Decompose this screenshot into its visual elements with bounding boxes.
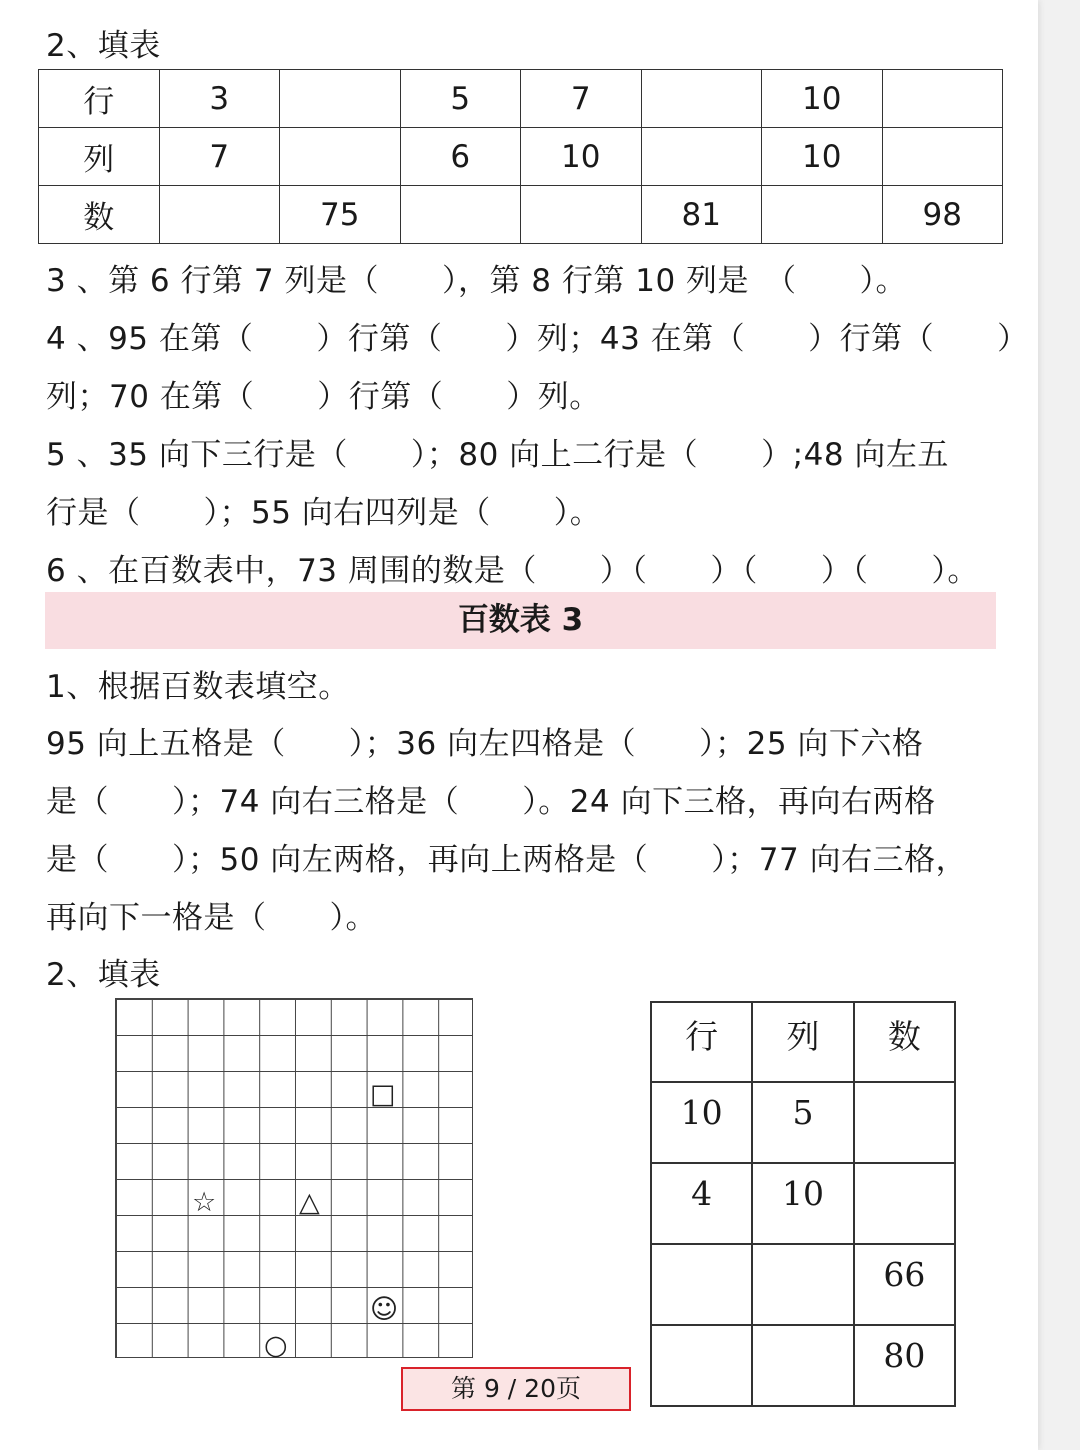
row-label: 行 <box>39 70 160 128</box>
square-symbol: □ <box>370 1079 396 1110</box>
question-4-line-1: 4 、95 在第（ ）行第（ ）列；43 在第（ ）行第（ ） <box>46 321 1029 357</box>
table-row <box>651 1163 955 1244</box>
table-cell: 10 <box>762 128 883 186</box>
table-cell: 4 <box>651 1163 752 1244</box>
table-cell <box>854 1082 955 1163</box>
fill-table-1 <box>38 69 1003 244</box>
table-cell: 66 <box>854 1244 955 1325</box>
table-row <box>39 128 1003 186</box>
column-header: 行 <box>651 1002 752 1082</box>
table-cell: 10 <box>752 1163 853 1244</box>
table-cell <box>641 70 762 128</box>
table-cell: 7 <box>521 70 642 128</box>
table-cell <box>521 186 642 244</box>
question-6: 6 、在百数表中，73 周围的数是（ ）（ ）（ ）（ ）。 <box>46 553 979 589</box>
table-cell: 80 <box>854 1325 955 1406</box>
q1-line-1: 95 向上五格是（ ）；36 向左四格是（ ）；25 向下六格 <box>46 726 924 762</box>
q1-title: 1、根据百数表填空。 <box>46 669 350 705</box>
table-row <box>651 1325 955 1406</box>
table-cell <box>752 1244 853 1325</box>
table-cell: 81 <box>641 186 762 244</box>
table-header-row <box>651 1002 955 1082</box>
table-cell: 75 <box>280 186 401 244</box>
table-cell <box>882 128 1003 186</box>
triangle-symbol: △ <box>299 1187 320 1218</box>
page-indicator: 第 9 / 20页 <box>401 1367 631 1411</box>
circle-symbol: ○ <box>264 1330 288 1361</box>
question-4-line-2: 列；70 在第（ ）行第（ ）列。 <box>46 379 601 415</box>
table-cell: 10 <box>521 128 642 186</box>
table-cell <box>762 186 883 244</box>
question-5-line-2: 行是（ ）；55 向右四列是（ ）。 <box>46 495 602 531</box>
hundred-grid <box>115 998 473 1361</box>
table-cell <box>651 1325 752 1406</box>
fill-table-2 <box>650 1001 956 1407</box>
table-row <box>39 70 1003 128</box>
q1-line-3: 是（ ）；50 向左两格，再向上两格是（ ）；77 向右三格， <box>46 842 968 878</box>
column-header: 列 <box>752 1002 853 1082</box>
question-3: 3 、第 6 行第 7 列是（ ），第 8 行第 10 列是 （ ）。 <box>46 263 908 299</box>
table-cell: 5 <box>752 1082 853 1163</box>
table-cell <box>280 128 401 186</box>
table-cell: 3 <box>159 70 280 128</box>
question-5-line-1: 5 、35 向下三行是（ ）；80 向上二行是（ ）;48 向左五 <box>46 437 949 473</box>
table-cell <box>280 70 401 128</box>
table-cell: 98 <box>882 186 1003 244</box>
table-cell <box>159 186 280 244</box>
table-cell: 7 <box>159 128 280 186</box>
table-cell: 6 <box>400 128 521 186</box>
row-label: 数 <box>39 186 160 244</box>
smiley-icon: ☺ <box>370 1294 399 1325</box>
column-header: 数 <box>854 1002 955 1082</box>
star-icon: ☆ <box>192 1187 217 1218</box>
table-cell <box>400 186 521 244</box>
table-cell: 10 <box>762 70 883 128</box>
table-cell: 10 <box>651 1082 752 1163</box>
table-cell <box>651 1244 752 1325</box>
table-cell: 5 <box>400 70 521 128</box>
q2-title: 2、填表 <box>46 957 161 993</box>
table-row <box>651 1244 955 1325</box>
table-cell <box>854 1163 955 1244</box>
section-header: 百数表 3 <box>45 592 996 649</box>
table-cell <box>641 128 762 186</box>
table-cell <box>882 70 1003 128</box>
q1-line-4: 再向下一格是（ ）。 <box>46 900 377 936</box>
section-2-title: 2、填表 <box>46 28 161 64</box>
table-row <box>651 1082 955 1163</box>
q1-line-2: 是（ ）；74 向右三格是（ ）。24 向下三格，再向右两格 <box>46 784 936 820</box>
row-label: 列 <box>39 128 160 186</box>
table-cell <box>752 1325 853 1406</box>
table-row <box>39 186 1003 244</box>
